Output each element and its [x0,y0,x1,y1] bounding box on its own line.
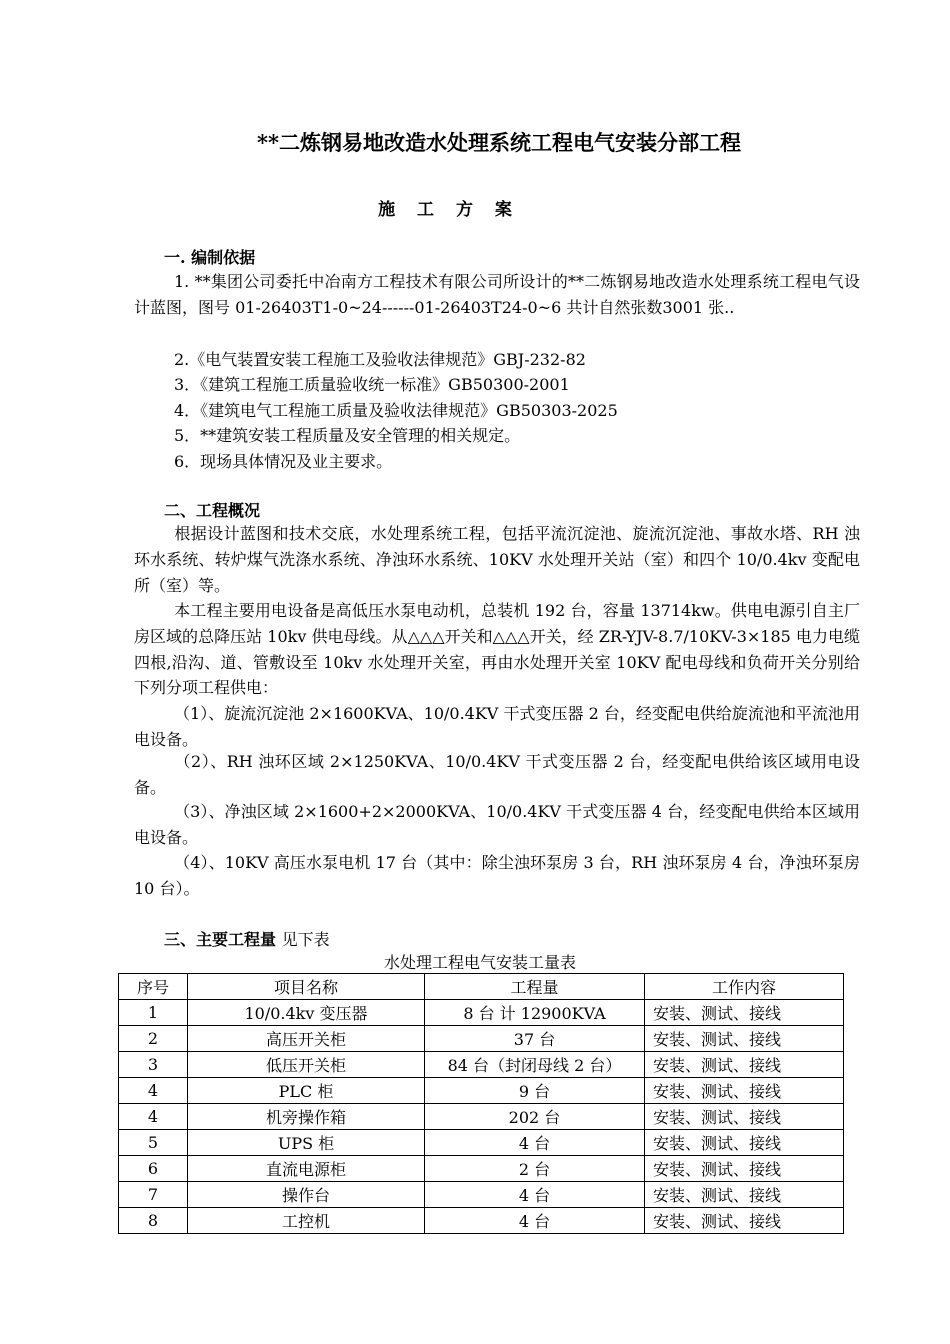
cell-item: PLC 柜 [188,1078,425,1104]
table-header-row [119,974,844,1000]
section2-paragraph-3 [134,701,860,753]
section2-heading: 二、工程概况 [164,501,261,520]
cell-item: 高压开关柜 [188,1026,425,1052]
cell-quantity: 9 台 [425,1078,645,1104]
cell-work: 安装、测试、接线 [645,1052,844,1078]
table-row [119,1000,844,1026]
section2-paragraph-1-text: 根据设计蓝图和技术交底，水处理系统工程，包括平流沉淀池、旋流沉淀池、事故水塔、RH 浊环水系统、转炉煤气洗涤水系统、净浊环水系统、10KV 水处理开关站（室）和四个 10/0.4kv 变配电所（室）等。 [134,524,860,595]
section2-paragraph-6 [134,850,860,902]
document-subtitle: 施 工 方 案 [378,200,520,220]
cell-item: 工控机 [188,1208,425,1234]
cell-work: 安装、测试、接线 [645,1078,844,1104]
cell-item: 机旁操作箱 [188,1104,425,1130]
cell-index: 5 [119,1130,188,1156]
table-row [119,1026,844,1052]
section2-paragraph-2 [134,598,860,701]
section1-item1 [134,269,860,321]
cell-index: 7 [119,1182,188,1208]
cell-work: 安装、测试、接线 [645,1000,844,1026]
section3-heading-text: 三、主要工程量 [164,930,277,949]
cell-work: 安装、测试、接线 [645,1130,844,1156]
cell-item: 直流电源柜 [188,1156,425,1182]
section2-paragraph-2-text: 本工程主要用电设备是高低压水泵电动机，总装机 192 台，容量 13714kw。供电电源引自主厂房区域的总降压站 10kv 供电母线。从△△△开关和△△△开关，经 ZR-YJV-8.7/10KV-3×185 电力电缆四根,沿沟、道、管敷设至 10kv 水处理开关室，再由水处理开关室 10KV 配电母线和负荷开关分别给下列分项工程供电： [134,601,860,698]
work-quantity-table [118,973,844,1234]
table-row [119,1156,844,1182]
cell-quantity: 202 台 [425,1104,645,1130]
column-header-quantity: 工程量 [425,974,645,1000]
section3-heading [164,927,330,950]
cell-work: 安装、测试、接线 [645,1208,844,1234]
cell-index: 3 [119,1052,188,1078]
section2-paragraph-4 [134,749,860,801]
section1-heading: 一. 编制依据 [164,248,256,267]
section2-paragraph-5 [134,799,860,851]
section1-item1-text: 1. **集团公司委托中冶南方工程技术有限公司所设计的**二炼钢易地改造水处理系统工程电气设计蓝图，图号 01-26403T1-0~24------01-26403T24-0~6 共计自然张数3001 张.. [134,272,860,317]
cell-quantity: 8 台 计 12900KVA [425,1000,645,1026]
section1-item4: 4．《建筑电气工程施工质量及验收法律规范》GB50303-2025 [174,401,618,420]
cell-index: 2 [119,1026,188,1052]
cell-item: UPS 柜 [188,1130,425,1156]
cell-item: 低压开关柜 [188,1052,425,1078]
table-row [119,1078,844,1104]
cell-index: 4 [119,1078,188,1104]
cell-quantity: 37 台 [425,1026,645,1052]
table-row [119,1130,844,1156]
cell-quantity: 4 台 [425,1208,645,1234]
cell-quantity: 4 台 [425,1130,645,1156]
cell-quantity: 2 台 [425,1156,645,1182]
column-header-item: 项目名称 [188,974,425,1000]
section3-heading-note: 见下表 [281,930,330,949]
document-title: **二炼钢易地改造水处理系统工程电气安装分部工程 [257,130,741,155]
table-row [119,1052,844,1078]
table-row [119,1104,844,1130]
section2-paragraph-1 [134,521,860,598]
cell-work: 安装、测试、接线 [645,1026,844,1052]
column-header-index: 序号 [119,974,188,1000]
cell-quantity: 84 台（封闭母线 2 台） [425,1052,645,1078]
column-header-work: 工作内容 [645,974,844,1000]
section1-item3: 3．《建筑工程施工质量验收统一标准》GB50300-2001 [174,375,570,394]
cell-work: 安装、测试、接线 [645,1182,844,1208]
section1-item6: 6．现场具体情况及业主要求。 [174,452,393,471]
cell-index: 4 [119,1104,188,1130]
section2-paragraph-4-text: （2）、RH 浊环区域 2×1250KVA、10/0.4KV 干式变压器 2 台，经变配电供给该区域用电设备。 [134,752,860,797]
section2-paragraph-5-text: （3）、净浊区域 2×1600+2×2000KVA、10/0.4KV 干式变压器 4 台，经变配电供给本区域用电设备。 [134,802,860,847]
cell-index: 8 [119,1208,188,1234]
section1-item5: 5．**建筑安装工程质量及安全管理的相关规定。 [174,426,521,445]
cell-index: 1 [119,1000,188,1026]
cell-item: 10/0.4kv 变压器 [188,1000,425,1026]
cell-quantity: 4 台 [425,1182,645,1208]
table-caption: 水处理工程电气安装工量表 [383,953,576,972]
cell-index: 6 [119,1156,188,1182]
table-row [119,1208,844,1234]
section2-paragraph-6-text: （4）、10KV 高压水泵电机 17 台（其中：除尘浊环泵房 3 台，RH 浊环泵房 4 台，净浊环泵房 10 台）。 [134,853,860,898]
table-row [119,1182,844,1208]
cell-work: 安装、测试、接线 [645,1156,844,1182]
cell-work: 安装、测试、接线 [645,1104,844,1130]
section1-item2: 2.《电气装置安装工程施工及验收法律规范》GBJ-232-82 [174,350,586,369]
cell-item: 操作台 [188,1182,425,1208]
section2-paragraph-3-text: （1）、旋流沉淀池 2×1600KVA、10/0.4KV 干式变压器 2 台，经变配电供给旋流池和平流池用电设备。 [134,704,860,749]
